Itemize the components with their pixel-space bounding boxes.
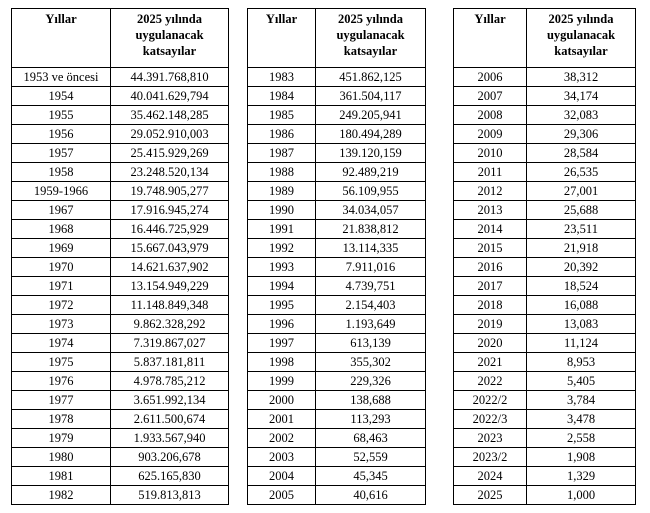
- year-cell: 2019: [454, 315, 527, 334]
- coefficient-cell: 1.933.567,940: [111, 429, 229, 448]
- coefficient-cell: 21,918: [527, 239, 636, 258]
- table-row: [454, 448, 636, 467]
- coefficient-cell: 13.114,335: [316, 239, 426, 258]
- year-cell: 1979: [12, 429, 111, 448]
- table-row: [12, 239, 229, 258]
- coefficient-cell: 139.120,159: [316, 144, 426, 163]
- header-year: Yıllar: [248, 9, 316, 68]
- year-cell: 2005: [248, 486, 316, 505]
- table-row: [248, 353, 426, 372]
- coefficient-cell: 519.813,813: [111, 486, 229, 505]
- coefficient-cell: 249.205,941: [316, 106, 426, 125]
- table-row: [454, 125, 636, 144]
- table-row: [12, 277, 229, 296]
- coefficient-cell: 1,908: [527, 448, 636, 467]
- year-cell: 1998: [248, 353, 316, 372]
- table-row: [248, 87, 426, 106]
- coefficient-cell: 7.319.867,027: [111, 334, 229, 353]
- coefficient-cell: 8,953: [527, 353, 636, 372]
- table-row: [248, 144, 426, 163]
- year-cell: 2021: [454, 353, 527, 372]
- year-cell: 1958: [12, 163, 111, 182]
- year-cell: 2018: [454, 296, 527, 315]
- coefficient-cell: 7.911,016: [316, 258, 426, 277]
- year-cell: 1954: [12, 87, 111, 106]
- table-row: [12, 68, 229, 87]
- coefficient-cell: 1,000: [527, 486, 636, 505]
- coefficient-cell: 16,088: [527, 296, 636, 315]
- year-cell: 1959-1966: [12, 182, 111, 201]
- coefficient-cell: 29.052.910,003: [111, 125, 229, 144]
- table-row: [454, 182, 636, 201]
- coefficient-cell: 28,584: [527, 144, 636, 163]
- year-cell: 1976: [12, 372, 111, 391]
- coefficient-table-1: [11, 8, 229, 505]
- coefficient-cell: 29,306: [527, 125, 636, 144]
- coefficient-cell: 180.494,289: [316, 125, 426, 144]
- table-row: [454, 68, 636, 87]
- coefficient-cell: 45,345: [316, 467, 426, 486]
- coefficient-cell: 23,511: [527, 220, 636, 239]
- coefficient-table-3: [453, 8, 636, 505]
- year-cell: 1997: [248, 334, 316, 353]
- table-row: [248, 239, 426, 258]
- coefficient-cell: 3,784: [527, 391, 636, 410]
- table-row: [454, 353, 636, 372]
- table-row: [454, 296, 636, 315]
- year-cell: 2022/3: [454, 410, 527, 429]
- table-row: [454, 163, 636, 182]
- table-row: [454, 372, 636, 391]
- table-row: [248, 68, 426, 87]
- table-row: [248, 372, 426, 391]
- year-cell: 1953 ve öncesi: [12, 68, 111, 87]
- coefficient-cell: 27,001: [527, 182, 636, 201]
- table-row: [248, 429, 426, 448]
- table-row: [248, 296, 426, 315]
- year-cell: 1969: [12, 239, 111, 258]
- year-cell: 1988: [248, 163, 316, 182]
- year-cell: 2004: [248, 467, 316, 486]
- year-cell: 2006: [454, 68, 527, 87]
- coefficient-cell: 1.193,649: [316, 315, 426, 334]
- year-cell: 2002: [248, 429, 316, 448]
- year-cell: 1989: [248, 182, 316, 201]
- year-cell: 1980: [12, 448, 111, 467]
- table-row: [454, 486, 636, 505]
- year-cell: 1987: [248, 144, 316, 163]
- table-row: [12, 467, 229, 486]
- coefficient-cell: 19.748.905,277: [111, 182, 229, 201]
- year-cell: 1996: [248, 315, 316, 334]
- coefficient-cell: 361.504,117: [316, 87, 426, 106]
- year-cell: 1984: [248, 87, 316, 106]
- coefficient-cell: 3.651.992,134: [111, 391, 229, 410]
- year-cell: 2024: [454, 467, 527, 486]
- coefficient-cell: 32,083: [527, 106, 636, 125]
- year-cell: 2022: [454, 372, 527, 391]
- coefficient-cell: 229,326: [316, 372, 426, 391]
- table-row: [454, 239, 636, 258]
- coefficient-cell: 44.391.768,810: [111, 68, 229, 87]
- header-coefficient: 2025 yılında uygulanacak katsayılar: [111, 9, 229, 68]
- table-row: [12, 201, 229, 220]
- coefficient-cell: 2,558: [527, 429, 636, 448]
- coefficient-cell: 355,302: [316, 353, 426, 372]
- coefficient-cell: 34.034,057: [316, 201, 426, 220]
- coefficient-cell: 40,616: [316, 486, 426, 505]
- coefficient-cell: 4.978.785,212: [111, 372, 229, 391]
- table-row: [248, 467, 426, 486]
- table-row: [12, 220, 229, 239]
- year-cell: 2014: [454, 220, 527, 239]
- year-cell: 1992: [248, 239, 316, 258]
- year-cell: 1978: [12, 410, 111, 429]
- table-row: [454, 144, 636, 163]
- coefficient-cell: 20,392: [527, 258, 636, 277]
- table-row: [248, 448, 426, 467]
- header-coefficient: 2025 yılında uygulanacak katsayılar: [316, 9, 426, 68]
- coefficient-cell: 26,535: [527, 163, 636, 182]
- coefficient-cell: 35.462.148,285: [111, 106, 229, 125]
- year-cell: 1981: [12, 467, 111, 486]
- table-row: [248, 220, 426, 239]
- year-cell: 2023: [454, 429, 527, 448]
- table-row: [454, 391, 636, 410]
- year-cell: 2012: [454, 182, 527, 201]
- year-cell: 2016: [454, 258, 527, 277]
- table-row: [248, 315, 426, 334]
- coefficient-cell: 13.154.949,229: [111, 277, 229, 296]
- coefficient-cell: 625.165,830: [111, 467, 229, 486]
- table-row: [12, 372, 229, 391]
- year-cell: 1991: [248, 220, 316, 239]
- coefficient-cell: 5.837.181,811: [111, 353, 229, 372]
- coefficient-cell: 13,083: [527, 315, 636, 334]
- header-year: Yıllar: [454, 9, 527, 68]
- table-row: [454, 410, 636, 429]
- table-row: [248, 125, 426, 144]
- year-cell: 1975: [12, 353, 111, 372]
- coefficient-cell: 16.446.725,929: [111, 220, 229, 239]
- table-row: [248, 391, 426, 410]
- table-row: [12, 334, 229, 353]
- coefficient-cell: 21.838,812: [316, 220, 426, 239]
- coefficient-cell: 34,174: [527, 87, 636, 106]
- year-cell: 1955: [12, 106, 111, 125]
- year-cell: 2007: [454, 87, 527, 106]
- year-cell: 2000: [248, 391, 316, 410]
- coefficient-cell: 56.109,955: [316, 182, 426, 201]
- table-row: [454, 467, 636, 486]
- table-row: [454, 220, 636, 239]
- year-cell: 1970: [12, 258, 111, 277]
- coefficient-cell: 14.621.637,902: [111, 258, 229, 277]
- table-row: [12, 87, 229, 106]
- year-cell: 2001: [248, 410, 316, 429]
- table-row: [12, 144, 229, 163]
- table-row: [454, 429, 636, 448]
- table-row: [454, 87, 636, 106]
- year-cell: 2023/2: [454, 448, 527, 467]
- year-cell: 1971: [12, 277, 111, 296]
- table-row: [454, 315, 636, 334]
- year-cell: 1990: [248, 201, 316, 220]
- year-cell: 1994: [248, 277, 316, 296]
- table-row: [454, 106, 636, 125]
- coefficient-cell: 25.415.929,269: [111, 144, 229, 163]
- coefficient-cell: 38,312: [527, 68, 636, 87]
- coefficient-cell: 2.611.500,674: [111, 410, 229, 429]
- year-cell: 1977: [12, 391, 111, 410]
- coefficient-cell: 1,329: [527, 467, 636, 486]
- year-cell: 2025: [454, 486, 527, 505]
- year-cell: 1973: [12, 315, 111, 334]
- year-cell: 2015: [454, 239, 527, 258]
- coefficient-table-2: [247, 8, 426, 505]
- coefficient-cell: 40.041.629,794: [111, 87, 229, 106]
- year-cell: 2022/2: [454, 391, 527, 410]
- year-cell: 1968: [12, 220, 111, 239]
- table-row: [12, 296, 229, 315]
- table-row: [248, 486, 426, 505]
- header-year: Yıllar: [12, 9, 111, 68]
- coefficient-cell: 613,139: [316, 334, 426, 353]
- coefficient-cell: 9.862.328,292: [111, 315, 229, 334]
- year-cell: 1982: [12, 486, 111, 505]
- table-row: [248, 410, 426, 429]
- table-row: [12, 125, 229, 144]
- table-row: [248, 106, 426, 125]
- coefficient-cell: 11,124: [527, 334, 636, 353]
- table-row: [12, 429, 229, 448]
- year-cell: 2008: [454, 106, 527, 125]
- year-cell: 1986: [248, 125, 316, 144]
- coefficient-cell: 52,559: [316, 448, 426, 467]
- coefficient-cell: 17.916.945,274: [111, 201, 229, 220]
- table-row: [12, 163, 229, 182]
- year-cell: 1967: [12, 201, 111, 220]
- coefficient-cell: 25,688: [527, 201, 636, 220]
- table-row: [12, 106, 229, 125]
- coefficient-cell: 92.489,219: [316, 163, 426, 182]
- coefficient-cell: 113,293: [316, 410, 426, 429]
- year-cell: 1983: [248, 68, 316, 87]
- year-cell: 1985: [248, 106, 316, 125]
- table-row: [248, 163, 426, 182]
- year-cell: 1995: [248, 296, 316, 315]
- table-row: [12, 448, 229, 467]
- year-cell: 2013: [454, 201, 527, 220]
- year-cell: 1972: [12, 296, 111, 315]
- table-row: [248, 201, 426, 220]
- table-row: [12, 486, 229, 505]
- year-cell: 1999: [248, 372, 316, 391]
- coefficient-cell: 3,478: [527, 410, 636, 429]
- table-row: [454, 201, 636, 220]
- coefficient-cell: 4.739,751: [316, 277, 426, 296]
- table-row: [248, 277, 426, 296]
- year-cell: 1993: [248, 258, 316, 277]
- year-cell: 2011: [454, 163, 527, 182]
- year-cell: 2017: [454, 277, 527, 296]
- table-row: [12, 315, 229, 334]
- coefficient-cell: 451.862,125: [316, 68, 426, 87]
- year-cell: 1956: [12, 125, 111, 144]
- coefficient-cell: 5,405: [527, 372, 636, 391]
- table-row: [12, 353, 229, 372]
- coefficient-cell: 23.248.520,134: [111, 163, 229, 182]
- header-coefficient: 2025 yılında uygulanacak katsayılar: [527, 9, 636, 68]
- coefficient-cell: 18,524: [527, 277, 636, 296]
- coefficient-cell: 15.667.043,979: [111, 239, 229, 258]
- coefficient-cell: 2.154,403: [316, 296, 426, 315]
- table-row: [12, 182, 229, 201]
- table-row: [454, 334, 636, 353]
- coefficient-cell: 11.148.849,348: [111, 296, 229, 315]
- table-row: [248, 182, 426, 201]
- coefficient-cell: 138,688: [316, 391, 426, 410]
- table-row: [248, 258, 426, 277]
- table-row: [248, 334, 426, 353]
- coefficient-cell: 68,463: [316, 429, 426, 448]
- year-cell: 2003: [248, 448, 316, 467]
- coefficient-cell: 903.206,678: [111, 448, 229, 467]
- table-row: [12, 258, 229, 277]
- year-cell: 1957: [12, 144, 111, 163]
- table-row: [12, 410, 229, 429]
- year-cell: 2010: [454, 144, 527, 163]
- year-cell: 2020: [454, 334, 527, 353]
- table-row: [454, 277, 636, 296]
- cropped-text-line: [0, 0, 650, 6]
- table-row: [454, 258, 636, 277]
- table-row: [12, 391, 229, 410]
- year-cell: 1974: [12, 334, 111, 353]
- year-cell: 2009: [454, 125, 527, 144]
